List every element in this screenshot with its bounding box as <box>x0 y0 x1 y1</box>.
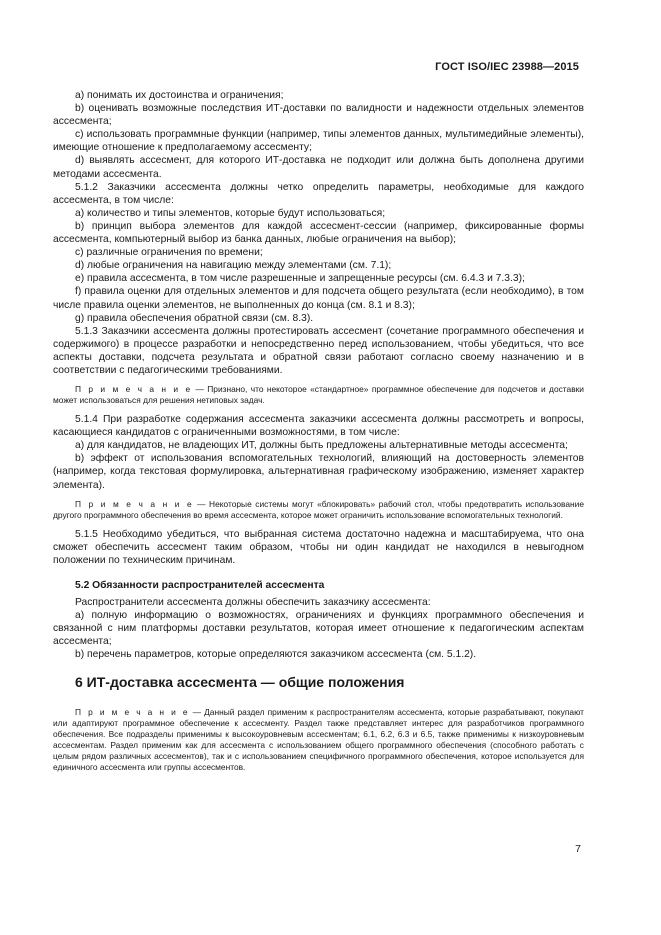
note-2-label: П р и м е ч а н и е <box>75 498 194 509</box>
note-1 <box>53 384 584 406</box>
clause-5-2-intro: Распространители ассесмента должны обеспечить заказчику ассесмента: <box>75 597 431 608</box>
page-content <box>53 89 584 773</box>
note-2-text: — Некоторые системы могут «блокировать» рабочий стол, чтобы предотвратить использование другого программного обеспечения во время ассесмента, которое может ограничить использование вспомогательных технологий. <box>53 498 584 520</box>
section-5-2-heading: 5.2 Обязанности распространителей ассесмента <box>75 579 325 591</box>
note-2 <box>53 499 584 521</box>
list-item-c-time-limits: c) различные ограничения по времени; <box>75 247 263 259</box>
list-item-d-navigation: d) любые ограничения на навигацию между элементами (см. 7.1); <box>75 260 392 272</box>
clause-5-1-4: 5.1.4 При разработке содержания ассесмента заказчики ассесмента должны рассмотреть и вопросы, касающиеся кандидатов с ограниченными возможностями, в том числе: <box>53 414 584 439</box>
list-item-f-scoring: f) правила оценки для отдельных элементов и для подсчета общего результата (если необходимо), в том числе правила оценки элементов, не выполненных до конца (см. 8.1 и 8.3); <box>53 286 584 311</box>
note-3-label: П р и м е ч а н и е <box>75 707 190 718</box>
list-item-b-evaluate: b) оценивать возможные последствия ИТ-доставки по валидности и надежности отдельных элементов ассесмента; <box>53 103 584 128</box>
note-1-label: П р и м е ч а н и е <box>75 384 193 395</box>
list-item-b-parameters: b) перечень параметров, которые определяются заказчиком ассесмента (см. 5.1.2). <box>75 649 477 661</box>
clause-5-1-3: 5.1.3 Заказчики ассесмента должны протестировать ассесмент (сочетание программного обеспечения и содержимого) в процессе разработки и непосредственно перед использованием, чтобы убедиться, что все аспекты доставки, подсчета результата и обратной связи работают согласно своему назначению и в соответствии с педагогическими требованиями. <box>53 325 584 376</box>
list-item-a-full-info: a) полную информацию о возможностях, ограничениях и функциях программного обеспечения и связанной с ним платформы доставки результатов, которая имеет отношение к педагогическим аспектам ассесмента; <box>53 610 584 648</box>
page-number: 7 <box>575 843 581 855</box>
standard-header: ГОСТ ISO/IEC 23988—2015 <box>435 61 579 73</box>
list-item-a-understand: a) понимать их достоинства и ограничения; <box>75 90 284 101</box>
list-item-e-rules: e) правила ассесмента, в том числе разрешенные и запрещенные ресурсы (см. 6.4.3 и 7.3.3); <box>75 273 525 285</box>
list-item-b-selection: b) принцип выбора элементов для каждой ассесмент-сессии (например, фиксированные формы ассесмента, компьютерный выбор из банка данных, любые ограничения на выбор); <box>53 220 584 246</box>
list-item-a-number-types: a) количество и типы элементов, которые будут использоваться; <box>75 207 386 219</box>
list-item-c-use-functions: c) использовать программные функции (например, типы элементов данных, мультимедийные элементы), имеющие отношение к предполагаемому ассесменту; <box>53 129 584 154</box>
list-item-g-feedback: g) правила обеспечения обратной связи (см. 8.3). <box>75 312 314 324</box>
note-3 <box>53 707 584 773</box>
list-item-d-identify: d) выявлять ассесмент, для которого ИТ-доставка не подходит или должна быть дополнена другими методами ассесмента. <box>53 155 584 180</box>
clause-5-1-5: 5.1.5 Необходимо убедиться, что выбранная система достаточно надежна и масштабируема, что она сможет обеспечить ассесмент таким образом, чтобы ни один кандидат не находился в невыгодном положении по техническим причинам. <box>53 528 584 566</box>
note-1-text: — Признано, что некоторое «стандартное» программное обеспечение для подсчетов и доставки может использоваться для решения нетиповых задач. <box>53 384 584 406</box>
note-3-text: — Данный раздел применим к распространителям ассесмента, которые разрабатывают, покупают или адаптируют программное обеспечение к ассесменту. Раздел также представляет интерес для разработчиков программного обеспечения. Все подразделы применимы к высокоуровневым ассесментам; 6.1, 6.2, 6.3 и 6.5, также применимы к низкоуровневым ассесментам. Раздел применим как для ассесмента с использованием общего программного обеспечения (способного работать с целым рядом различных ассесментов), так и с использованием специфичного программного обеспечения, которое используется для единичного ассесмента или группы ассесментов. <box>53 707 584 773</box>
list-item-a-alternatives: a) для кандидатов, не владеющих ИТ, должны быть предложены альтернативные методы ассесмента; <box>75 440 568 452</box>
clause-5-1-2: 5.1.2 Заказчики ассесмента должны четко определить параметры, необходимые для каждого ассесмента, в том числе: <box>53 181 584 206</box>
section-6-heading: 6 ИТ-доставка ассесмента — общие положения <box>75 674 405 691</box>
list-item-b-assistive: b) эффект от использования вспомогательных технологий, влияющий на достоверность элементов (например, когда текстовая формулировка, альтернативная графическому изображению, изменяет характер элемента). <box>53 453 584 491</box>
